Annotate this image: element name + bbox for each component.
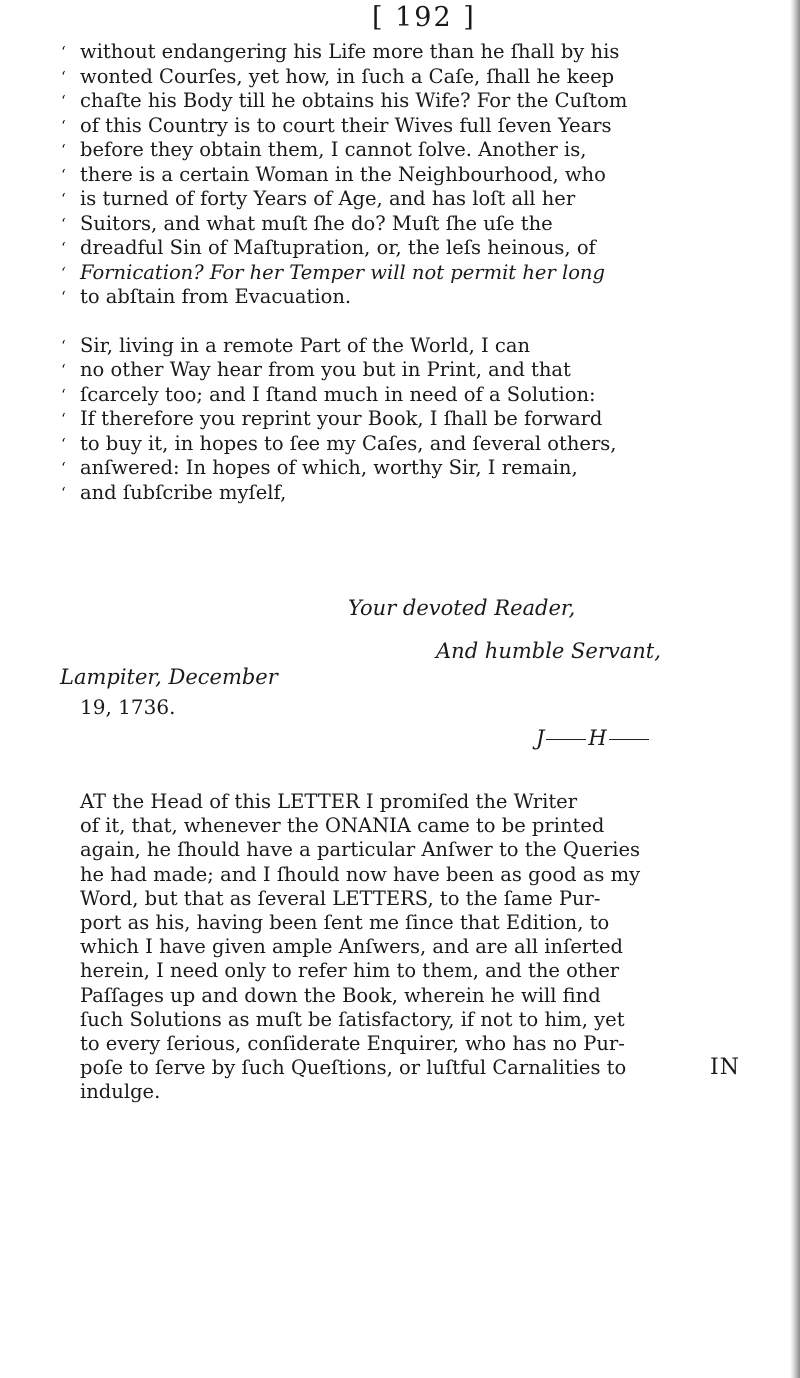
quote-mark: ‘: [61, 336, 66, 355]
reply-line: he had made; and I ſhould now have been as good as my: [80, 862, 641, 886]
letter-line: ‘ Suitors, and what muſt ſhe do? Muſt ſhe uſe the: [61, 211, 553, 235]
letter-line: ‘ dreadful Sin of Maſtupration, or, the leſs heinous, of: [61, 236, 596, 259]
quote-mark: ‘: [61, 410, 66, 428]
quote-mark: ‘: [61, 239, 66, 257]
quote-mark: ‘: [61, 288, 66, 306]
quote-mark: ‘: [61, 459, 66, 477]
reply-line: indulge.: [80, 1080, 161, 1104]
quote-mark: ‘: [61, 67, 66, 86]
quote-mark: ‘: [61, 385, 66, 404]
letter-place: Lampiter, December: [60, 665, 278, 689]
letter-line: ‘ without endangering his Life more than he ſhall by his: [61, 40, 620, 63]
quote-mark: ‘: [61, 116, 66, 135]
letter-line: ‘ before they obtain them, I cannot ſolve. Another is,: [61, 138, 587, 161]
quote-mark: ‘: [61, 165, 66, 184]
letter-line: ‘ chaſte his Body till he obtains his Wife? For the Cuſtom: [61, 89, 628, 112]
letter-text: [61, 40, 740, 505]
quote-mark: ‘: [61, 214, 66, 233]
initial-h: H: [588, 726, 607, 750]
reply-line: which I have given ample Anſwers, and are all inſerted: [80, 935, 624, 959]
quote-mark: ‘: [61, 190, 66, 208]
reply-line: herein, I need only to refer him to them, and the other: [80, 959, 620, 983]
reply-line: poſe to ſerve by ſuch Queſtions, or luſtful Carnalities to: [80, 1056, 627, 1080]
initial-j: J: [536, 726, 545, 750]
catchword: IN: [710, 1055, 740, 1080]
reply-line: Word, but that as ſeveral LETTERS, to the ſame Pur-: [80, 886, 601, 910]
reply-paragraph: [80, 790, 740, 1104]
letter-line: ‘ Fornication? For her Temper will not permit her long: [61, 260, 605, 284]
reply-line: AT the Head of this LETTER I promiſed the Writer: [80, 790, 578, 813]
quote-mark: ‘: [61, 141, 66, 159]
closing-reader: Your devoted Reader,: [348, 596, 576, 620]
letter-line: ‘ wonted Courſes, yet how, in ſuch a Caſe, ſhall he keep: [61, 64, 615, 88]
quote-mark: ‘: [61, 361, 66, 379]
reply-line: port as his, having been ſent me ſince that Edition, to: [80, 910, 610, 934]
quote-mark: ‘: [61, 43, 66, 61]
reply-line: again, he ſhould have a particular Anſwer to the Queries: [80, 838, 641, 862]
letter-line: ‘ Sir, living in a remote Part of the World, I can: [61, 333, 531, 357]
letter-line: ‘ anſwered: In hopes of which, worthy Sir, I remain,: [61, 456, 578, 479]
quote-mark: ‘: [61, 92, 66, 110]
page-number: [ 192 ]: [372, 2, 476, 33]
letter-line: ‘ to buy it, in hopes to ſee my Caſes, and ſeveral others,: [61, 431, 617, 455]
letter-date: 19, 1736.: [80, 695, 176, 719]
reply-line: ſuch Solutions as muſt be ſatisfactory, if not to him, yet: [80, 1007, 625, 1031]
letter-line: ‘ and ſubſcribe myſelf,: [61, 480, 287, 504]
closing-servant: And humble Servant,: [436, 639, 661, 663]
quote-mark: ‘: [61, 263, 66, 282]
letter-line: ‘ no other Way hear from you but in Print, and that: [61, 358, 571, 381]
letter-line: ‘ ſcarcely too; and I ſtand much in need of a Solution:: [61, 382, 596, 406]
letter-line: ‘ to abſtain from Evacuation.: [61, 285, 352, 308]
reply-line: Paſſages up and down the Book, wherein he will find: [80, 983, 601, 1007]
signature-initials: [536, 726, 651, 750]
letter-line: ‘ there is a certain Woman in the Neighbourhood, who: [61, 162, 606, 186]
dash: [609, 739, 649, 740]
dash: [546, 739, 586, 740]
letter-line: ‘ is turned of forty Years of Age, and has loſt all her: [61, 187, 576, 210]
quote-mark: ‘: [61, 483, 66, 502]
letter-line: ‘ of this Country is to court their Wives full ſeven Years: [61, 113, 612, 137]
letter-line: ‘ If therefore you reprint your Book, I ſhall be forward: [61, 407, 603, 430]
quote-mark: ‘: [61, 434, 66, 453]
reply-line: of it, that, whenever the ONANIA came to be printed: [80, 814, 605, 838]
page-edge-shadow: [790, 0, 800, 1378]
reply-line: to every ſerious, conſiderate Enquirer, who has no Pur-: [80, 1031, 625, 1055]
